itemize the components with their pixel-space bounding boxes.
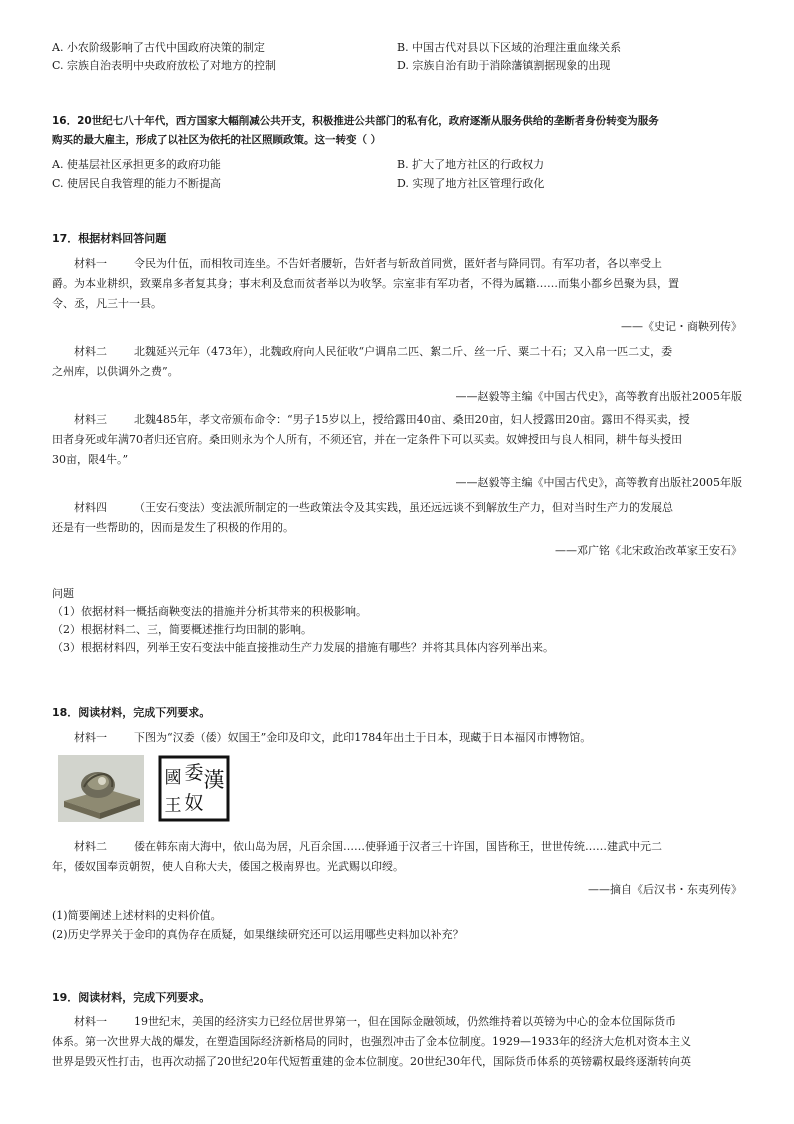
q18-material1-label: 材料一: [74, 731, 107, 744]
q17-question-3: （3）根据材料四，列举王安石变法中能直接推动生产力发展的措施有哪些？并将其具体内容列举出来。: [52, 641, 554, 654]
q16-option-c: C. 使居民自我管理的能力不断提高: [52, 177, 222, 190]
seal-impression-drawing: [158, 755, 230, 822]
q17-material2-source: ——赵毅等主编《中国古代史》，高等教育出版社2005年版: [455, 390, 742, 403]
gold-seal-impression: [158, 755, 230, 822]
q17-material1-source: ——《史记・商鞅列传》: [621, 320, 742, 333]
seal-char-1: 漢: [203, 768, 225, 792]
q17-material3-line2: 田者身死或年满70者归还官府。桑田则永为个人所有，不须还官，并在一定条件下可以买卖。奴婢授田与良人相同，耕牛每头授田: [52, 433, 682, 446]
q17-material3-label: 材料三: [74, 413, 107, 426]
q15-option-c: C. 宗族自治表明中央政府放松了对地方的控制: [52, 59, 277, 72]
seal-char-2: 委: [184, 762, 204, 784]
q18-material2-label: 材料二: [74, 840, 107, 853]
gold-seal-photo-drawing: [58, 755, 144, 822]
q17-material3-text1: 北魏485年，孝文帝颁布命令：“男子15岁以上，授给露田40亩、桑田20亩，妇人授露田20亩。露田不得买卖，授: [134, 413, 690, 426]
q17-material3-line3: 30亩，限4牛。”: [52, 453, 129, 466]
q17-material1-label: 材料一: [74, 257, 107, 270]
q17-material4-source: ——邓广铭《北宋政治改革家王安石》: [555, 544, 742, 557]
q18-material2-line1: [74, 840, 662, 853]
q19-material1-line1: [74, 1015, 676, 1028]
q18-material1-text1: 下图为“汉委（倭）奴国王”金印及印文，此印1784年出土于日本，现藏于日本福冈市博物馆。: [134, 731, 592, 744]
q19-material1-label: 材料一: [74, 1015, 107, 1028]
q17-material2-text1: 北魏延兴元年（473年），北魏政府向人民征收“户调帛二匹、絮二斤、丝一斤、粟二十石；又入帛一匹二丈，委: [134, 345, 673, 358]
q17-material3-source: ——赵毅等主编《中国古代史》，高等教育出版社2005年版: [455, 476, 742, 489]
q17-questions-title: 问题: [52, 587, 74, 600]
q18-title: 18．阅读材料，完成下列要求。: [52, 706, 211, 719]
q15-option-d: D. 宗族自治有助于消除藩镇割据现象的出现: [397, 59, 611, 72]
q17-title: 17．根据材料回答问题: [52, 232, 167, 245]
q18-material2-source: ——摘自《后汉书・东夷列传》: [588, 883, 742, 896]
q17-material1-text1: 令民为什伍，而相牧司连坐。不告奸者腰斩，告奸者与斩敌首同赏，匿奸者与降同罚。有军功者，各以率受上: [134, 257, 662, 270]
seal-char-3: 奴: [184, 792, 204, 814]
q17-material1-line2: 爵。为本业耕织，致粟帛多者复其身；事末利及怠而贫者举以为收孥。宗室非有军功者，不得为属籍……而集小都乡邑聚为县，置: [52, 277, 679, 290]
q16-option-b: B. 扩大了地方社区的行政权力: [397, 158, 545, 171]
q19-title: 19．阅读材料，完成下列要求。: [52, 991, 211, 1004]
q19-material1-text1: 19世纪末，美国的经济实力已经位居世界第一，但在国际金融领域，仍然维持着以英镑为中心的金本位国际货币: [134, 1015, 676, 1028]
q17-material4-line1: [74, 501, 673, 514]
q16-stem-line1: 16．20世纪七八十年代，西方国家大幅削减公共开支，积极推进公共部门的私有化，政府逐渐从服务供给的垄断者身份转变为服务: [52, 115, 659, 127]
q16-stem-line2: 购买的最大雇主，形成了以社区为依托的社区照顾政策。这一转变（ ）: [52, 134, 382, 146]
q18-material2-text1: 倭在韩东南大海中，依山岛为居，凡百余国……使驿通于汉者三十许国，国皆称王，世世传统……建武中元二: [134, 840, 662, 853]
q17-material1-line3: 令、丞，凡三十一县。: [52, 297, 162, 310]
q15-option-a: A. 小农阶级影响了古代中国政府决策的制定: [52, 41, 265, 54]
q15-option-b: B. 中国古代对县以下区域的治理注重血缘关系: [397, 41, 622, 54]
seal-char-4: 國: [164, 768, 182, 788]
q19-material1-line2: 体系。第一次世界大战的爆发，在塑造国际经济新格局的同时，也强烈冲击了金本位制度。1929—1933年的经济大危机对资本主义: [52, 1035, 691, 1048]
q17-material2-line2: 之州库，以供调外之费”。: [52, 365, 179, 378]
q17-material4-label: 材料四: [74, 501, 107, 514]
q16-option-d: D. 实现了地方社区管理行政化: [397, 177, 545, 190]
q18-material2-line2: 年，倭奴国奉贡朝贺，使人自称大夫，倭国之极南界也。光武赐以印绶。: [52, 860, 404, 873]
q17-material3-line1: [74, 413, 690, 426]
q17-material4-line2: 还是有一些帮助的，因而是发生了积极的作用的。: [52, 521, 294, 534]
seal-char-5: 王: [164, 796, 182, 816]
q16-option-a: A. 使基层社区承担更多的政府功能: [52, 158, 221, 171]
gold-seal-photo: [58, 755, 144, 822]
q17-material1-line1: [74, 257, 662, 270]
q18-material1-line1: [74, 731, 591, 744]
q18-question-2: (2)历史学界关于金印的真伪存在质疑，如果继续研究还可以运用哪些史料加以补充？: [52, 928, 464, 941]
q18-question-1: (1)简要阐述上述材料的史料价值。: [52, 909, 222, 922]
q17-material2-label: 材料二: [74, 345, 107, 358]
q17-material4-text1: （王安石变法）变法派所制定的一些政策法令及其实践，虽还远远谈不到解放生产力，但对当时生产力的发展总: [134, 501, 673, 514]
q19-material1-line3: 世界是毁灭性打击，也再次动摇了20世纪20年代短暂重建的金本位制度。20世纪30年代，国际货币体系的英镑霸权最终逐渐转向英: [52, 1055, 691, 1068]
q17-question-2: （2）根据材料二、三，简要概述推行均田制的影响。: [52, 623, 312, 636]
q17-material2-line1: [74, 345, 672, 358]
q17-question-1: （1）依据材料一概括商鞅变法的措施并分析其带来的积极影响。: [52, 605, 367, 618]
